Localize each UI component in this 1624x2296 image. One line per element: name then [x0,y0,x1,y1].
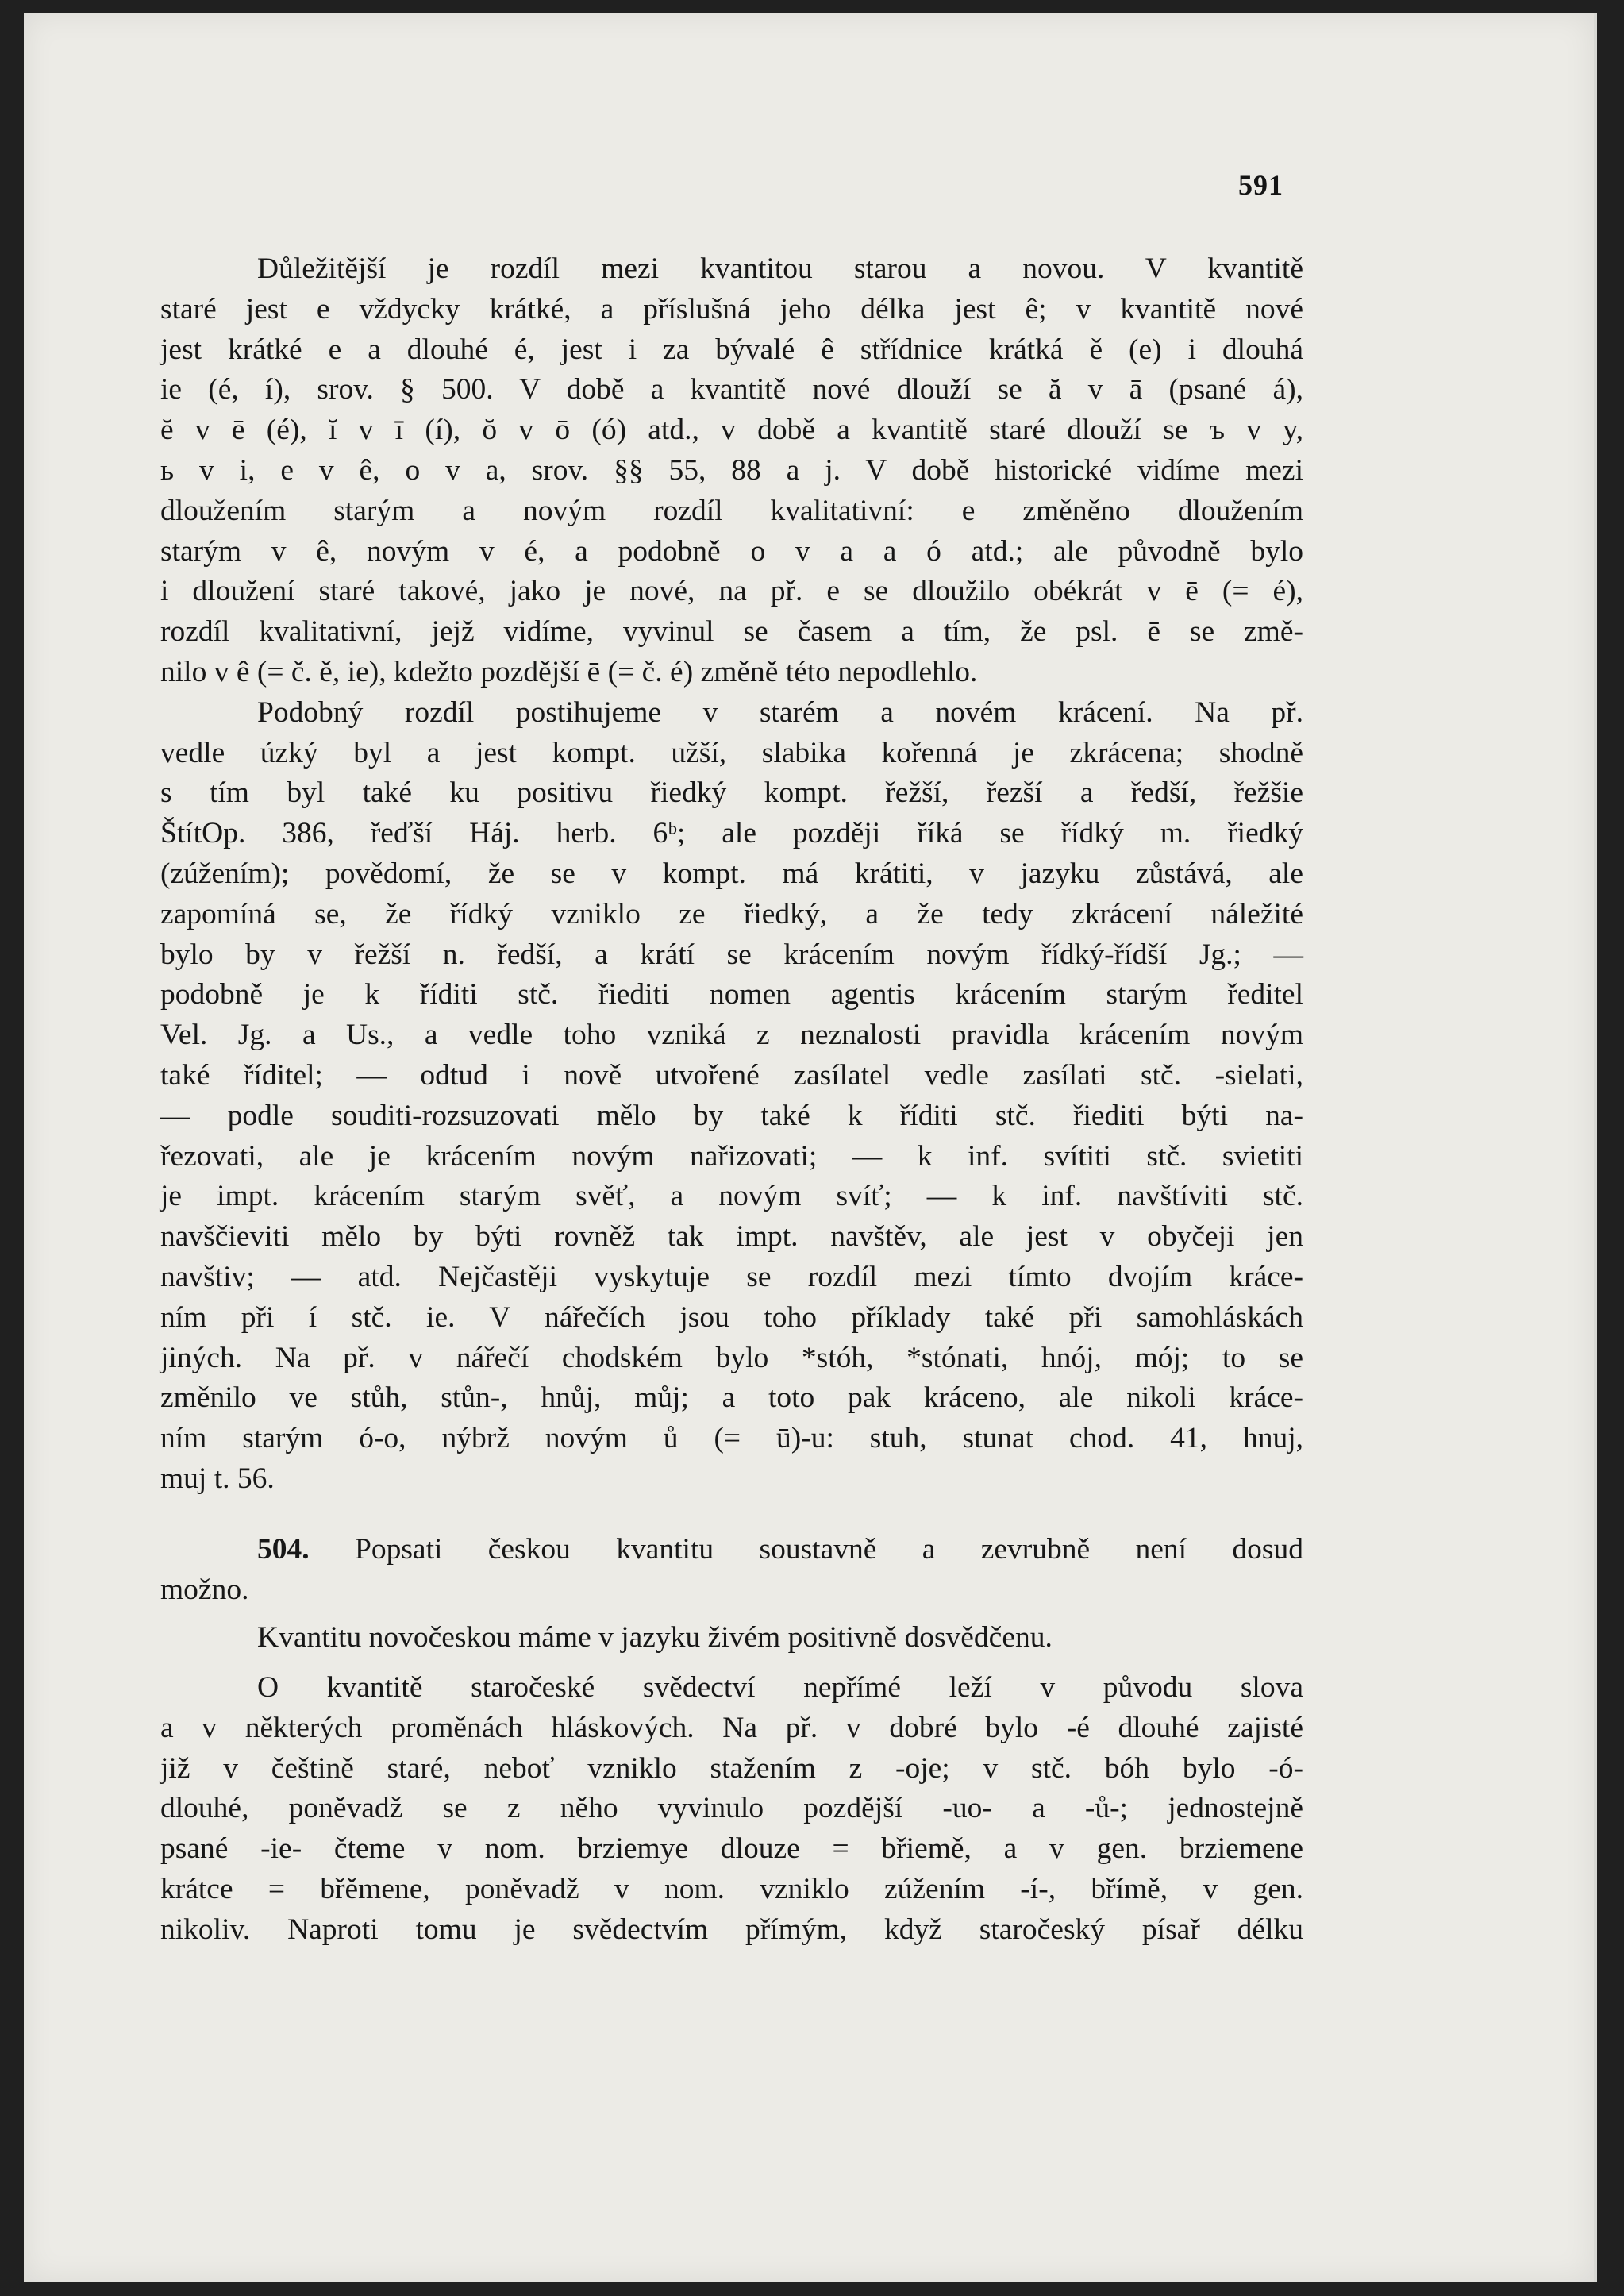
text-line: ním starým ó-o, nýbrž novým ů (= ū)-u: stuh, stunat chod. 41, hnuj, [160,1422,1303,1455]
text-line: Kvantitu novočeskou máme v jazyku živém positivně dosvědčenu. [257,1621,1053,1655]
text-line: O kvantitě staročeské svědectví nepřímé leží v původu slova [257,1671,1303,1705]
text-line: ŠtítOp. 386, řeďší Háj. herb. 6ᵇ; ale později říká se řídký m. řiedký [160,817,1303,850]
text-line: psané -ie- čteme v nom. brziemye dlouze = břiemě, a v gen. brziemene [160,1832,1303,1866]
text-line: řezovati, ale je krácením novým nařizovati; — k inf. svítiti stč. svietiti [160,1139,1303,1173]
text-line: starým v ê, novým v é, a podobně o v a a ó atd.; ale původně bylo [160,534,1303,568]
text-line: nilo v ê (= č. ě, ie), kdežto pozdější ē (= č. é) změně této nepodlehlo. [160,655,978,688]
text-line: již v češtině staré, neboť vzniklo stažením z -oje; v stč. bóh bylo -ó- [160,1751,1303,1785]
text-line: také říditel; — odtud i nově utvořené zasílatel vedle zasílati stč. -sielati, [160,1058,1303,1092]
page-number: 591 [1238,169,1283,201]
text-line: Podobný rozdíl postihujeme v starém a novém krácení. Na př. [257,695,1303,729]
text-line: s tím byl také ku positivu řiedký kompt. řežší, řezší a ředší, řežšie [160,776,1303,810]
text-line: ním při í stč. ie. V nářečích jsou toho příklady také při samohláskách [160,1300,1303,1334]
section-heading-line [160,1530,1303,1570]
text-line: možno. [160,1573,249,1606]
text-line: (zúžením); povědomí, že se v kompt. má krátiti, v jazyku zůstává, ale [160,857,1303,890]
text-line: Vel. Jg. a Us., a vedle toho vzniká z neznalosti pravidla krácením novým [160,1019,1303,1052]
text-line: jiných. Na př. v nářečí chodském bylo *stóh, *stónati, hnój, mój; to se [160,1341,1303,1374]
text-line: ĕ v ē (é), ĭ v ī (í), ŏ v ō (ó) atd., v době a kvantitě staré dlouží se ъ v y, [160,414,1303,447]
text-line: i dloužení staré takové, jako je nové, na př. e se dloužilo obékrát v ē (= é), [160,575,1303,608]
text-line: rozdíl kvalitativní, jejž vidíme, vyvinul se časem a tím, že psl. ē se změ- [160,615,1303,649]
text-line: Důležitější je rozdíl mezi kvantitou starou a novou. V kvantitě [257,252,1303,285]
text-line: — podle souditi-rozsuzovati mělo by také k říditi stč. řiediti býti na- [160,1099,1303,1132]
text-line: navštiv; — atd. Nejčastěji vyskytuje se rozdíl mezi tímto dvojím kráce- [160,1260,1303,1293]
text-line: dloužením starým a novým rozdíl kvalitativní: e změněno dloužením [160,494,1303,527]
text-line: jest krátké e a dlouhé é, jest i za bývalé ê střídnice krátká ě (e) i dlouhá [160,333,1303,366]
text-line: vedle úzký byl a jest kompt. užší, slabika kořenná je zkrácena; shodně [160,736,1303,769]
text-line: ь v i, e v ê, o v a, srov. §§ 55, 88 a j. V době historické vidíme mezi [160,453,1303,487]
text-line: muj t. 56. [160,1462,275,1495]
page-edge [1594,13,1597,2282]
section-text: Popsati českou kvantitu soustavně a zevrubně není dosud [354,1532,1303,1566]
text-line: staré jest e vždycky krátké, a příslušná jeho délka jest ê; v kvantitě nové [160,292,1303,326]
text-line: změnilo ve stůh, stůn-, hnůj, můj; a toto pak kráceno, ale nikoli kráce- [160,1381,1303,1415]
text-line: krátce = břěmene, poněvadž v nom. vzniklo zúžením -í-, břímě, v gen. [160,1873,1303,1906]
text-line: podobně je k říditi stč. řiediti nomen agentis krácením starým ředitel [160,978,1303,1011]
text-line: bylo by v řežší n. ředší, a krátí se krácením novým řídký-řídší Jg.; — [160,938,1303,971]
text-line: navščieviti mělo by býti rovněž tak impt. navštěv, ale jest v obyčeji jen [160,1220,1303,1254]
text-line: dlouhé, poněvadž se z něho vyvinulo pozdější -uo- a -ů-; jednostejně [160,1792,1303,1825]
section-number: 504. [257,1532,310,1566]
text-line: zapomíná se, že řídký vzniklo ze řiedký, a že tedy zkrácení náležité [160,897,1303,930]
text-line: nikoliv. Naproti tomu je svědectvím přímým, když staročeský písař délku [160,1913,1303,1946]
text-line: ie (é, í), srov. § 500. V době a kvantitě nové dlouží se ă v ā (psané á), [160,373,1303,406]
text-line: je impt. krácením starým svěť, a novým svíť; — k inf. navštíviti stč. [160,1180,1303,1213]
text-line: a v některých proměnách hláskových. Na př. v dobré bylo -é dlouhé zajisté [160,1711,1303,1744]
main-text [160,249,1303,1951]
